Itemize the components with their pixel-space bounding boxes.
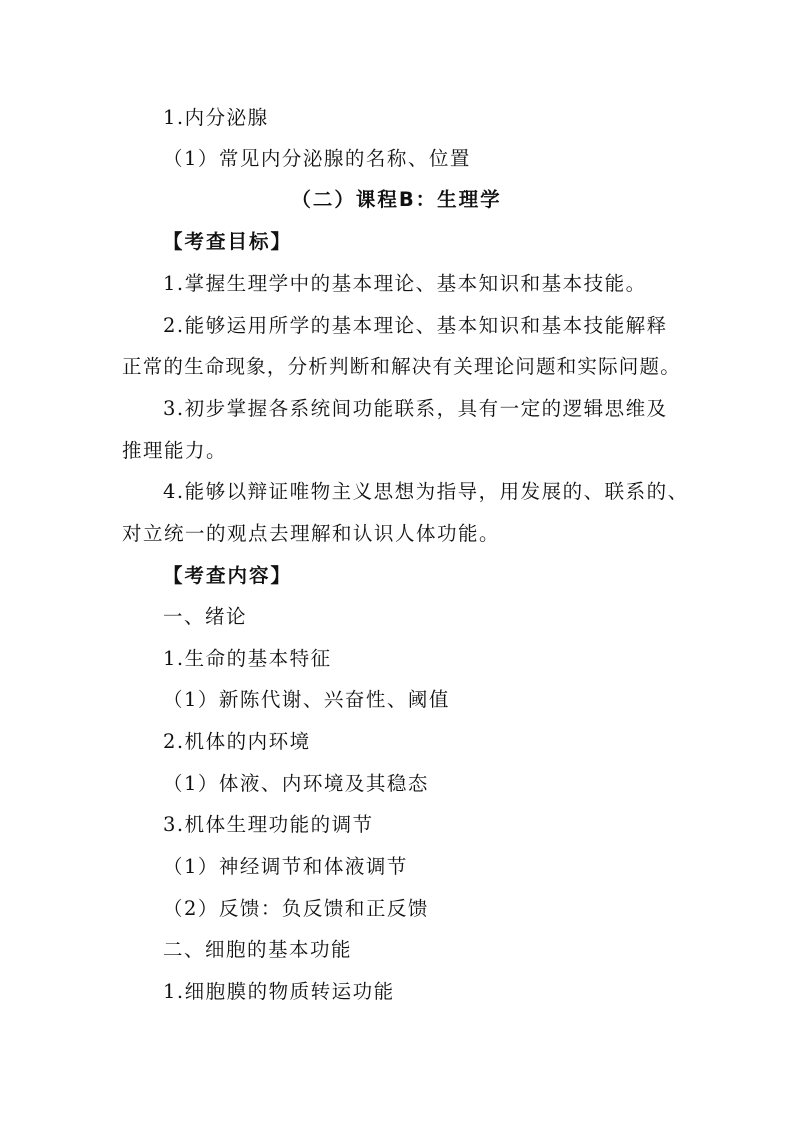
subitem-feedback: （2）反馈：负反馈和正反馈 [163, 897, 429, 920]
subitem-body-fluids-homeostasis: （1）体液、内环境及其稳态 [163, 772, 429, 795]
objective-1: 1.掌握生理学中的基本理论、基本知识和基本技能。 [163, 272, 647, 295]
objective-4-line-1: 4.能够以辩证唯物主义思想为指导，用发展的、联系的、 [163, 480, 689, 503]
objective-2-line-2: 正常的生命现象，分析判断和解决有关理论问题和实际问题。 [122, 355, 681, 378]
section-heading-endocrine-glands: 1.内分泌腺 [163, 106, 269, 129]
subitem-endocrine-gland-names: （1）常见内分泌腺的名称、位置 [163, 147, 471, 170]
objective-3-line-1: 3.初步掌握各系统间功能联系，具有一定的逻辑思维及 [163, 397, 668, 420]
objective-4-line-2: 对立统一的观点去理解和认识人体功能。 [122, 522, 501, 545]
course-b-title: （二）课程B：生理学 [291, 188, 502, 211]
subitem-metabolism-excitability: （1）新陈代谢、兴奋性、阈值 [163, 688, 450, 711]
exam-content-heading: 【考查内容】 [163, 564, 293, 587]
item-basic-life-features: 1.生命的基本特征 [163, 647, 332, 670]
exam-objectives-heading: 【考查目标】 [163, 230, 293, 253]
item-membrane-transport: 1.细胞膜的物质转运功能 [163, 980, 395, 1003]
chapter-2-cell-functions: 二、细胞的基本功能 [163, 938, 353, 961]
objective-3-line-2: 推理能力。 [122, 439, 228, 462]
subitem-neural-humoral-regulation: （1）神经调节和体液调节 [163, 855, 408, 878]
chapter-1-introduction: 一、绪论 [163, 605, 248, 628]
item-internal-environment: 2.机体的内环境 [163, 730, 311, 753]
item-physiological-regulation: 3.机体生理功能的调节 [163, 813, 374, 836]
objective-2-line-1: 2.能够运用所学的基本理论、基本知识和基本技能解释 [163, 314, 668, 337]
